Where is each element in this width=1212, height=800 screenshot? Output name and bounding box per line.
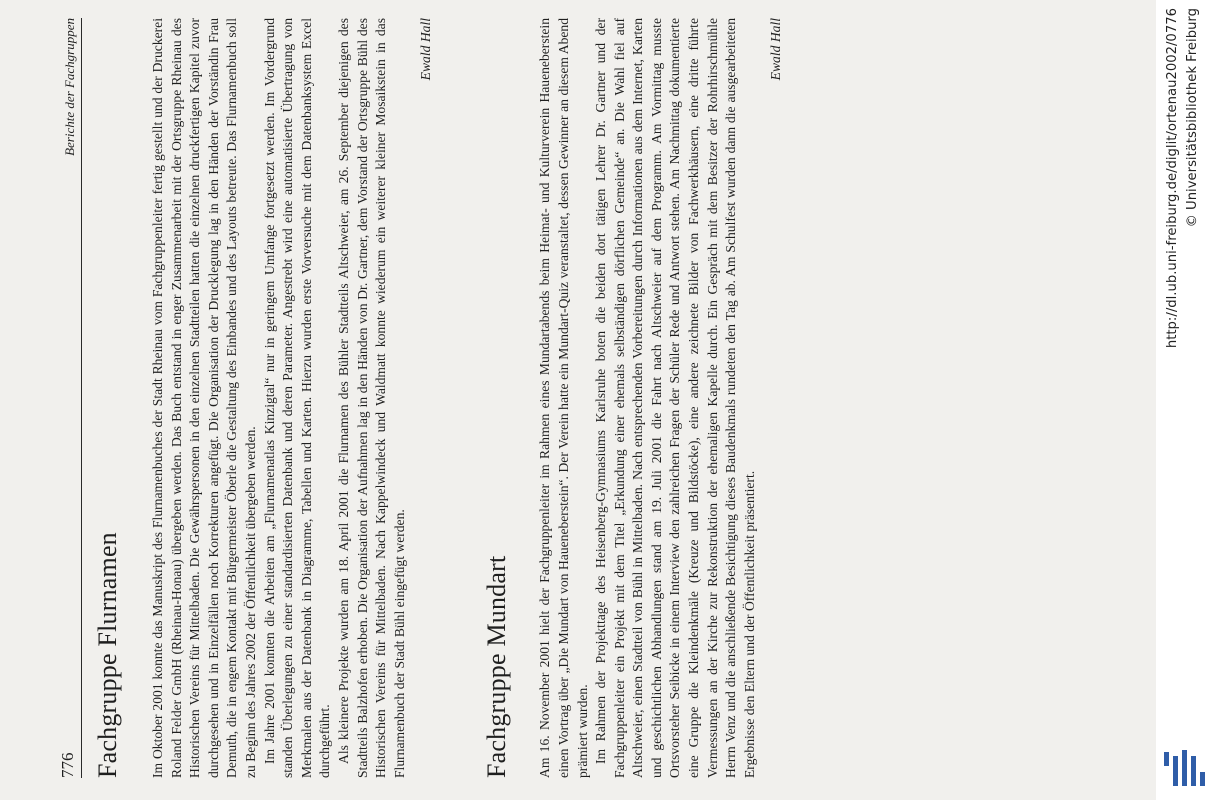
paragraph: Im Rahmen der Projekttage des Heisenberg-Gymnasiums Karlsruhe boten die beiden dort tätigen Lehrer Dr. Gartner und der Fachgruppenleiter ein Projekt mit dem Titel „Erkundung einer ehemals selbständigen dörflichen Gemeinde“ an. Die Wahl fiel auf Altschweier, einen Stadtteil von Bühl in Mittelbaden. Nach entsprechenden Vorbereitungen durch Informationen aus dem Internet, Karten und geschichtlichen Abhandlungen stand am 19. Juli 2001 die Fahrt nach Altschweier auf dem Programm. Am Vormittag musste Ortsvorsteher Seibicke in einem Interview den zahlreichen Fragen der Schüler Rede und Antwort stehen. Am Nachmittag dokumentierte eine Gruppe die Kleindenkmäle (Kreuze und Bildstöcke), eine andere zeichnete Bilder von Fachwerkhäusern, eine dritte führte Vermessungen an der Kirche zur Rekonstruktion der ehemaligen Kapelle durch. Ein Gespräch mit dem Besitzer der Rohrhirschmühle Herrn Venz und die anschließende Besichtigung dieses Baudenkmals rundeten den Tag ab. Am Schulfest wurden dann die ausgearbeiteten Ergebnisse den Eltern und der Öffentlichkeit präsentiert. [593,18,757,778]
section-title-flurnamen: Fachgruppe Flurnamen [93,532,122,778]
ub-freiburg-logo-icon [1156,744,1212,790]
side-strip-text [1156,0,1212,800]
author-signature: Ewald Hall [768,18,784,81]
paragraph: Als kleinere Projekte wurden am 18. April 2001 die Flurnamen des Bühler Stadtteils Altschweier, am 26. September diejenigen des Stadtteils Balzhofen erhoben. Die Organisation der Aufnahmen lag in den Händen von Dr. Gartner, dem Vorstand der Ortsgruppe Bühl des Historischen Vereins für Mittelbaden. Nach Kappelwindeck und Waldmatt konnte wiederum ein weiterer kleiner Mosaikstein in das Flurnamenbuch der Stadt Bühl eingefügt werden. [335,18,407,778]
copyright-notice: © Universitätsbibliothek Freiburg [1185,8,1200,228]
paragraph: Im Jahre 2001 konnten die Arbeiten am „Flurnamenatlas Kinzigtal“ nur in geringem Umfange fortgesetzt werden. Im Vordergrund standen Überlegungen zu einer standardisierten Datenbank und deren Parameter. Angestrebt wird eine automatisierte Übertragung von Merkmalen aus der Datenbank in Diagramme, Tabellen und Karten. Hierzu wurden erste Vorversuche mit dem Datenbanksystem Excel durchgeführt. [261,18,333,778]
running-title: Berichte der Fachgruppen [62,18,77,156]
section-title-mundart: Fachgruppe Mundart [482,555,512,778]
paragraph: Am 16. November 2001 hielt der Fachgruppenleiter im Rahmen eines Mundartabends beim Heimat- und Kulturverein Haueneberstein einen Vortrag über „Die Mundart von Haueneberstein“. Der Verein hatte ein Mundart-Quiz veranstaltet, dessen Gewinner an diesem Abend prämiert wurden. [537,18,590,778]
running-header [55,18,82,778]
page-body [55,18,1115,778]
author-signature: Ewald Hall [418,18,434,81]
library-side-strip [1156,0,1212,800]
source-url-link[interactable]: http://dl.ub.uni-freiburg.de/diglit/ortenau2002/0776 [1165,8,1180,349]
paragraph: Im Oktober 2001 konnte das Manuskript des Flurnamenbuches der Stadt Rheinau vom Fachgruppenleiter fertig gestellt und der Druckerei Roland Felder GmbH (Rheinau-Honau) übergeben werden. Das Buch entstand in enger Zusammenarbeit mit der Ortsgruppe Rheinau des Historischen Vereins für Mittelbaden. Die Gewährspersonen in den einzelnen Stadtteilen hatten die einzelnen druckfertigen Kapitel zuvor durchgesehen und in Einzelfällen noch Korrekturen angefügt. Die Organisation der Drucklegung lag in den Händen der Vorständin Frau Demuth, die in engem Kontakt mit Bürgermeister Öberle die Gestaltung des Einbandes und des Layouts betreute. Das Flurnamenbuch soll zu Beginn des Jahres 2002 der Öffentlichkeit übergeben werden. [150,18,258,778]
page-number: 776 [58,752,77,778]
